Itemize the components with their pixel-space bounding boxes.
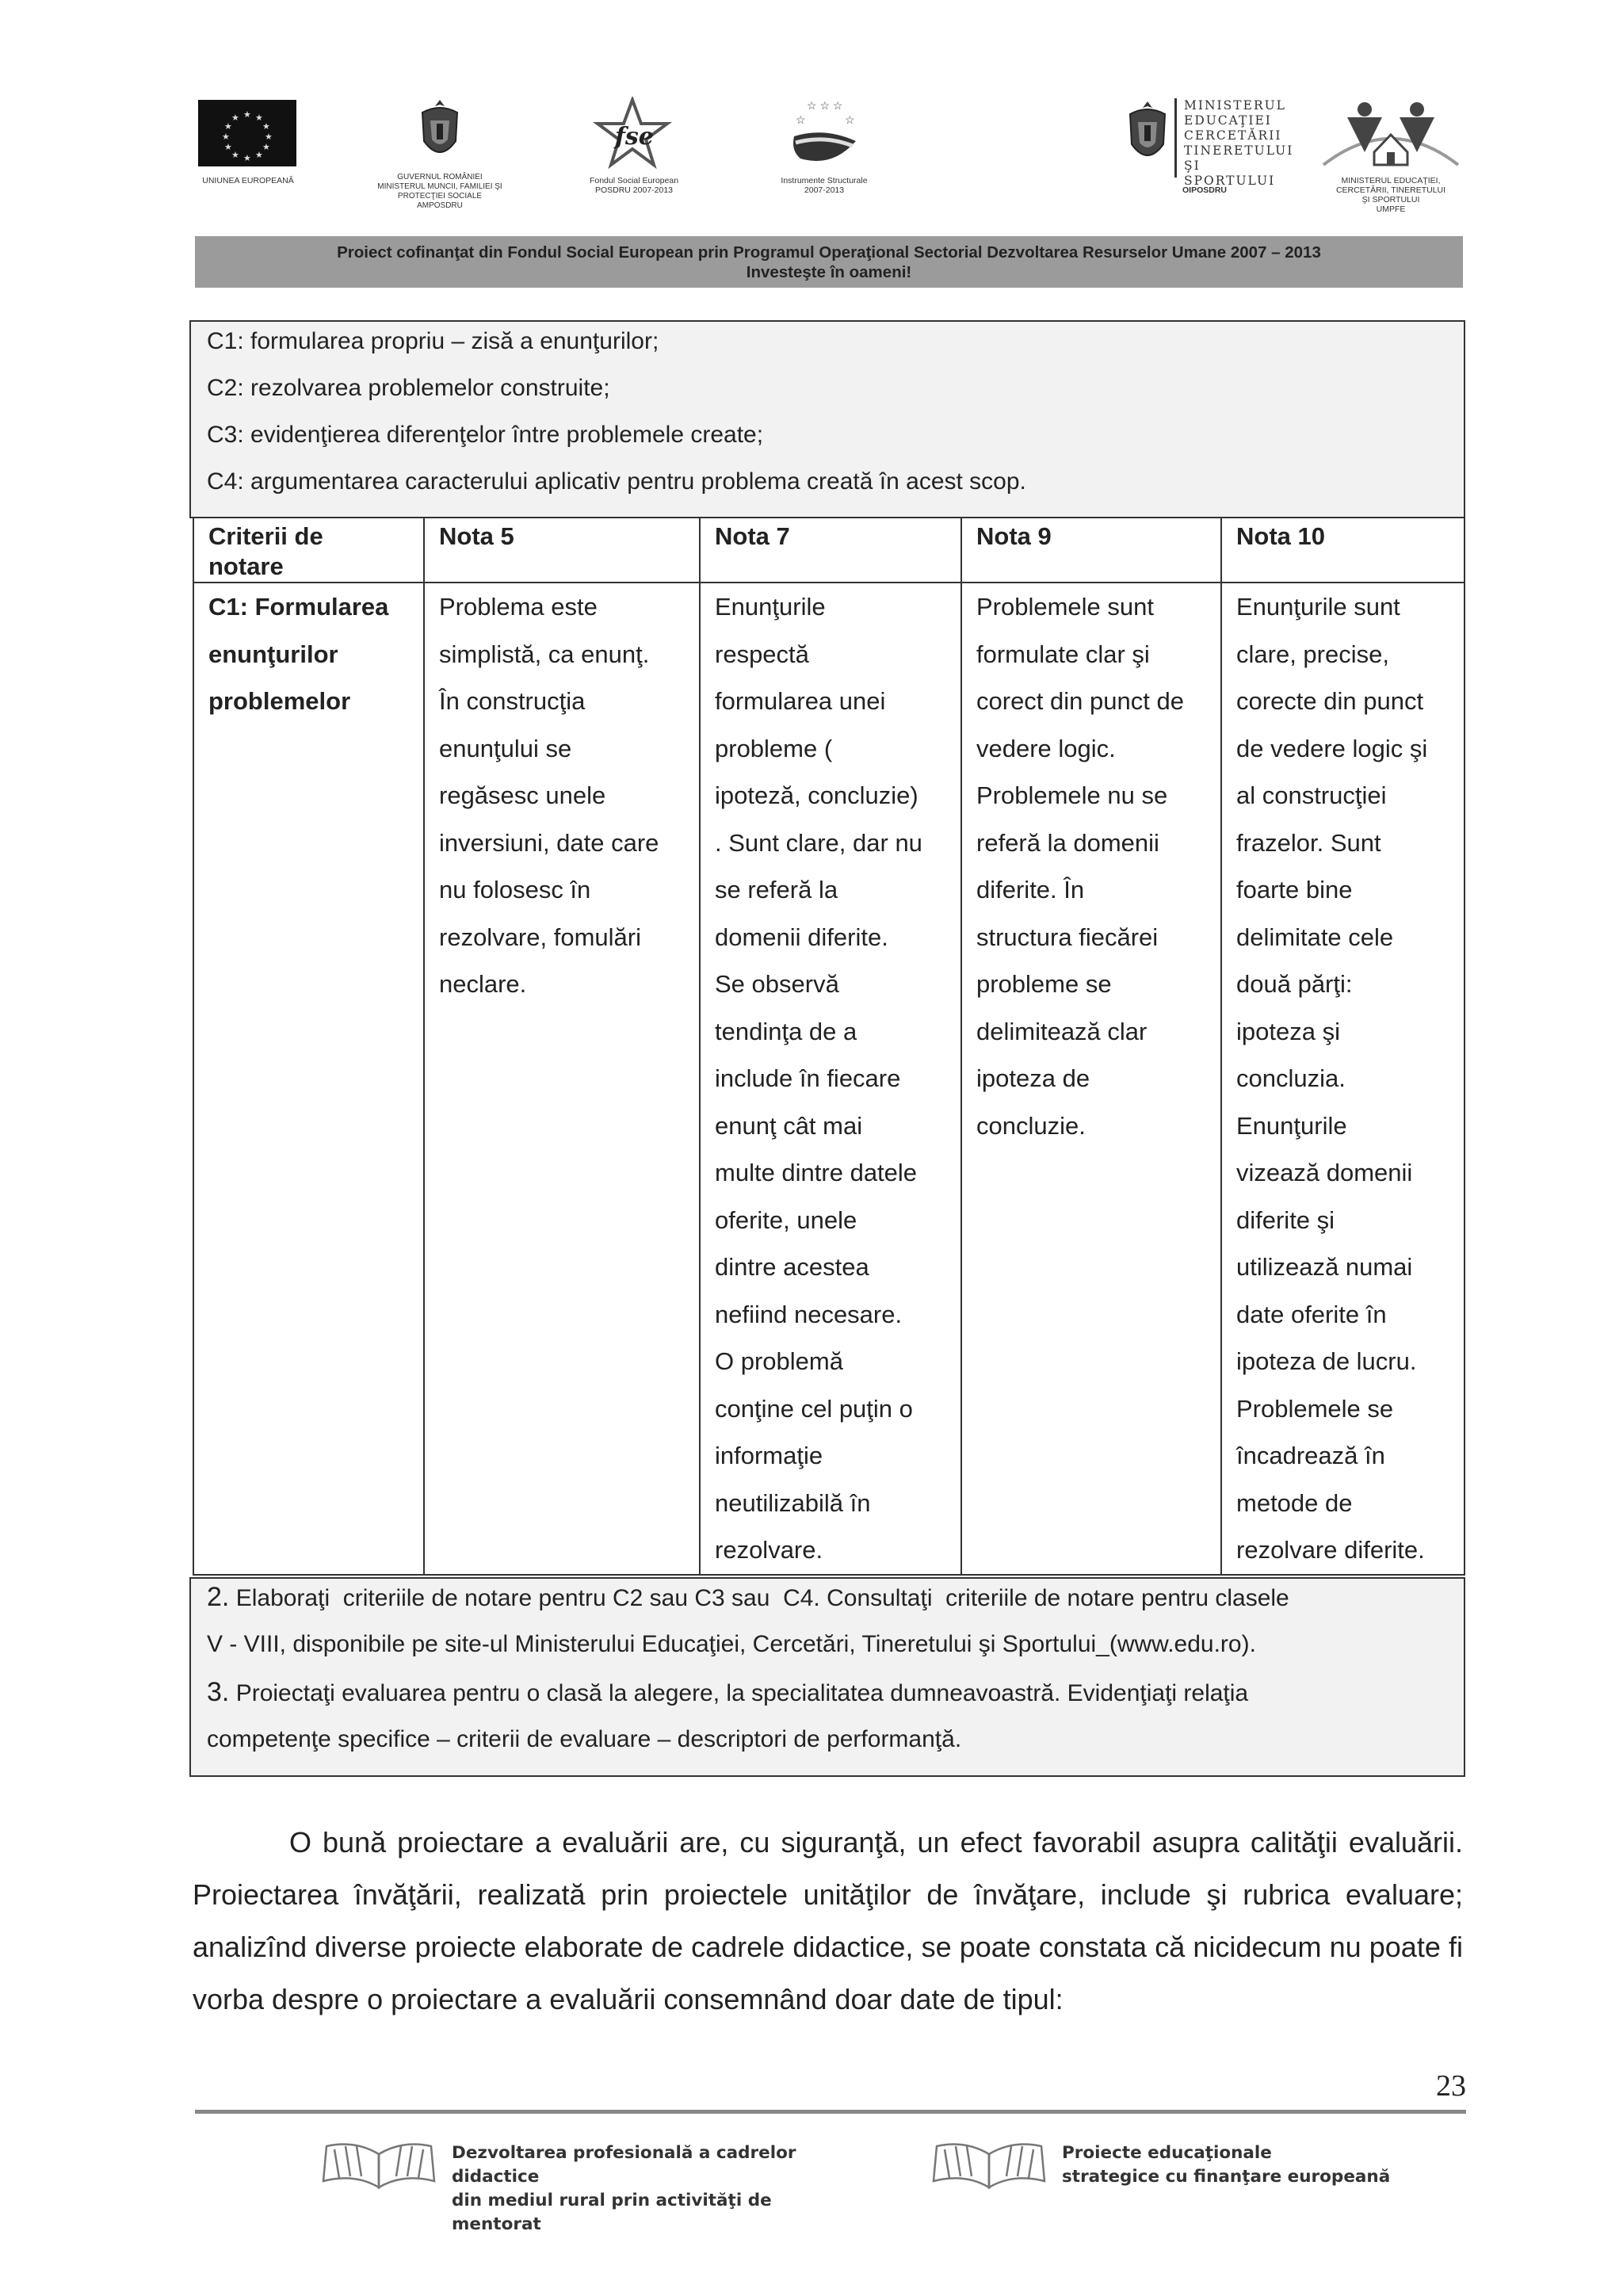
svg-text:★: ★ [243,153,251,163]
svg-text:★: ★ [231,150,239,160]
gov-caption: GUVERNUL ROMÂNIEI MINISTERUL MUNCII, FAMILIEI ŞI PROTECŢIEI SOCIALE AMPOSDRU [377,173,502,210]
task-3-line-1 [207,1679,1248,1707]
nota-5-cell: Problema este simplistă, ca enunţ. În construcţia enunţului se regăsesc unele inversiuni, date care nu folosesc în rezolvare, fomulări neclare. [424,583,700,1575]
svg-text:★: ★ [255,150,263,160]
footer-rule [195,2110,1466,2114]
criteria-line-c2: C2: rezolvarea problemelor construite; [207,375,610,401]
footer-right-line-2: strategice cu finanţare europeană [1062,2167,1391,2187]
header-nota-5: Nota 5 [424,518,700,583]
svg-text:★: ★ [231,113,239,123]
criteria-box [189,320,1465,518]
svg-text:★: ★ [243,109,251,120]
task-3-line-2: competenţe specifice – criterii de evaluare – descriptori de performanţă. [207,1726,962,1752]
header-nota-7: Nota 7 [700,518,961,583]
umpfe-caption: MINISTERUL EDUCAŢIEI, CERCETĂRII, TINERETULUI ŞI SPORTULUI UMPFE [1335,176,1446,214]
header-nota-10: Nota 10 [1221,518,1465,583]
task-2-text: Elaboraţi criteriile de notare pentru C2 sau C3 sau C4. Consultaţi criteriile de notare pentru clasele [235,1585,1289,1611]
grading-table [193,517,1465,1576]
task-3-number: 3. [207,1677,230,1707]
instrumente-caption: Instrumente Structurale 2007-2013 [781,176,868,195]
criteria-line-c4: C4: argumentarea caracterului aplicativ pentru problema creată în acest scop. [207,468,1026,495]
fse-star-icon [593,97,672,170]
body-paragraph: O bună proiectare a evaluării are, cu siguranţă, un efect favorabil asupra calităţii evaluării. Proiectarea învăţării, realizată prin proiectele unităţilor de învăţare, include şi rubrica evaluare; analizînd diverse proiecte elaborate de cadrele didactice, se poate constata că nicidecum nu poate fi vorba despre o proiectare a evaluării consemnând doar date de tipul: [193,1826,1463,2015]
eu-flag-icon [198,100,296,166]
criteria-line-c1: C1: formularea propriu – zisă a enunţurilor; [207,328,659,354]
ministry-name: MINISTERUL EDUCAŢIEI CERCETĂRII TINERETULUI ŞI SPORTULUI [1184,98,1294,188]
table-row [193,583,1465,1575]
svg-text:★: ★ [262,121,270,132]
svg-text:★: ★ [224,121,232,132]
nota-9-cell: Problemele sunt formulate clar şi corect din punct de vedere logic. Problemele nu se referă la domenii diferite. În structura fiecărei probleme se delimitează clar ipoteza de concluzie. [961,583,1221,1575]
ministry-divider [1174,98,1177,178]
nota-7-cell: Enunţurile respectă formularea unei probleme ( ipoteză, concluzie) . Sunt clare, dar nu se referă la domenii diferite. Se observă tendinţa de a include în fiecare enunţ cât mai multe dintre datele oferite, unele dintre acestea nefiind necesare. O problemă conţine cel puţin o informaţie neutilizabilă în rezolvare. [700,583,961,1575]
project-banner [195,236,1463,288]
umpfe-logo-icon [1316,97,1466,173]
page-number: 23 [1436,2069,1466,2103]
criterion-cell: C1: Formularea enunţurilor problemelor [193,583,424,1575]
svg-text:★: ★ [255,113,263,123]
tasks-box [189,1577,1465,1777]
nota-10-cell: Enunţurile sunt clare, precise, corecte din punct de vedere logic şi al construcţiei frazelor. Sunt foarte bine delimitate cele două părţi: ipoteza şi concluzia. Enunţurile vizează domenii diferite şi utilizează numai date oferite în ipoteza de lucru. Problemele se încadrează în metode de rezolvare diferite. [1221,583,1465,1575]
svg-text:fse: fse [615,123,654,151]
eu-caption: UNIUNEA EUROPEANĂ [202,176,294,185]
gov-crest-icon [416,97,464,165]
footer-right-line-1: Proiecte educaţionale [1062,2143,1272,2163]
banner-line-1: Proiect cofinanţat din Fondul Social European prin Programul Operaţional Sectorial Dezvoltarea Resurselor Umane 2007 – 2013 [337,243,1321,262]
footer-left-line-1: Dezvoltarea profesională a cadrelor didactice [452,2143,796,2187]
footer-left-line-2: din mediul rural prin activităţi de mentorat [452,2191,772,2234]
oiposdru-caption: OIPOSDRU [1182,185,1227,195]
svg-text:★: ★ [262,142,270,152]
table-header-row [193,518,1465,583]
header-criterii: Criterii de notare [193,518,424,583]
task-2-number: 2. [207,1582,230,1612]
open-book-icon [926,2132,1052,2195]
fse-caption: Fondul Social European POSDRU 2007-2013 [589,176,679,195]
svg-text:★: ★ [224,142,232,152]
svg-text:★: ★ [222,132,230,142]
task-3-text: Proiectaţi evaluarea pentru o clasă la alegere, la specialitatea dumneavoastră. Evidenţiaţi relaţia [235,1680,1249,1706]
ministry-crest-icon [1124,98,1171,171]
svg-text:★: ★ [265,132,273,142]
svg-text:☆ ☆ ☆: ☆ ☆ ☆ [807,99,843,112]
header-nota-9: Nota 9 [961,518,1221,583]
task-2-line-2: V - VIII, disponibile pe site-ul Ministerului Educaţiei, Cercetări, Tineretului şi Sportului_(www.edu.ro). [207,1631,1256,1657]
footer-left-text [452,2141,864,2237]
instrumente-structurale-icon [785,95,864,171]
svg-text:☆: ☆ [845,113,855,126]
svg-text:☆: ☆ [796,113,806,126]
open-book-icon [315,2132,442,2195]
task-2-line-1 [207,1584,1289,1612]
banner-line-2: Investeşte în oameni! [746,263,912,281]
footer-right-text [1062,2141,1426,2189]
criteria-line-c3: C3: evidenţierea diferenţelor între problemele create; [207,422,764,448]
